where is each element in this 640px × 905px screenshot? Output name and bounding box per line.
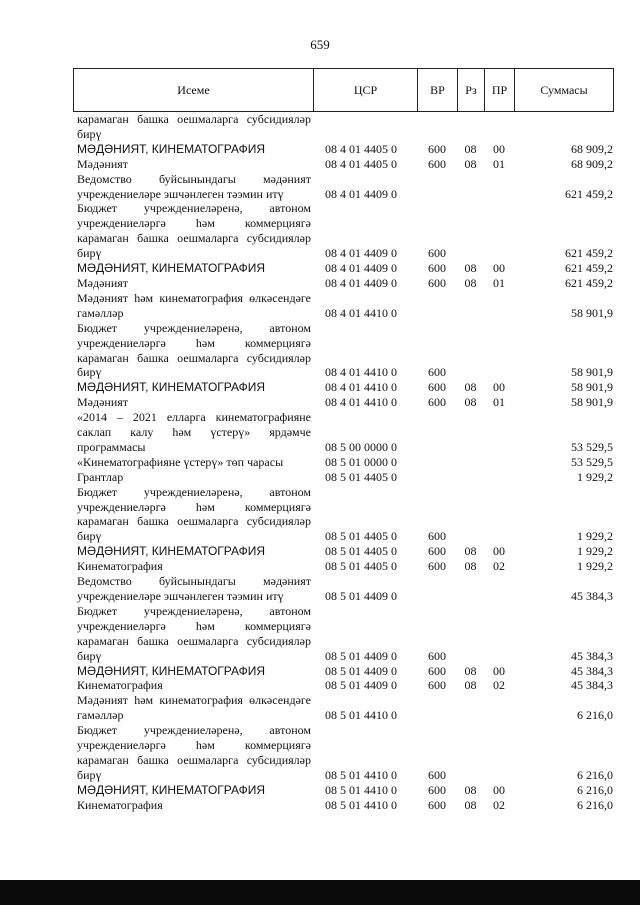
row-name: Бюджет учреждениеләренә, автоном учреждениеләргә һәм коммерциягә карамаган башка оешмаларга субсидияләр бирү bbox=[77, 723, 311, 782]
row-csr: 08 4 01 4409 0 bbox=[325, 246, 397, 261]
row-csr: 08 4 01 4405 0 bbox=[325, 141, 397, 156]
table-row bbox=[73, 559, 614, 574]
row-csr: 08 4 01 4409 0 bbox=[325, 261, 397, 276]
row-name: Ведомство буйсынындагы мәдәният учреждениеләре эшчәнлеген тәэмин итү bbox=[77, 171, 311, 201]
table-row bbox=[73, 321, 614, 381]
row-sum: 68 909,2 bbox=[571, 141, 613, 156]
row-name: МӘДӘНИЯТ, КИНЕМАТОГРАФИЯ bbox=[77, 544, 265, 559]
row-name: МӘДӘНИЯТ, КИНЕМАТОГРАФИЯ bbox=[77, 141, 265, 156]
row-vr: 600 bbox=[428, 648, 446, 663]
row-sum: 1 929,2 bbox=[577, 544, 613, 559]
row-name: Бюджет учреждениеләренә, автоном учреждениеләргә һәм коммерциягә карамаган башка оешмаларга субсидияләр бирү bbox=[77, 603, 311, 663]
table-row bbox=[73, 544, 614, 559]
row-name: Кинематография bbox=[77, 797, 163, 812]
row-sum: 621 459,2 bbox=[565, 246, 613, 261]
row-rz: 08 bbox=[464, 797, 477, 812]
row-rz: 08 bbox=[464, 663, 477, 678]
row-sum: 6 216,0 bbox=[577, 767, 613, 782]
row-name: Мәдәният bbox=[77, 275, 129, 290]
row-csr: 08 5 01 4409 0 bbox=[325, 678, 397, 693]
row-name: Мәдәният һәм кинематография өлкәсендәге гамәлләр bbox=[77, 693, 311, 723]
row-pr: 01 bbox=[493, 156, 505, 171]
row-sum: 45 384,3 bbox=[571, 663, 613, 678]
row-vr: 600 bbox=[428, 261, 446, 276]
row-pr: 00 bbox=[493, 663, 505, 678]
row-vr: 600 bbox=[428, 141, 446, 156]
row-csr: 08 5 01 4410 0 bbox=[325, 797, 397, 812]
row-pr: 00 bbox=[493, 782, 505, 797]
row-csr: 08 4 01 4409 0 bbox=[325, 275, 397, 290]
row-csr: 08 4 01 4410 0 bbox=[325, 365, 397, 380]
row-rz: 08 bbox=[464, 544, 477, 559]
row-vr: 600 bbox=[428, 395, 446, 410]
row-vr: 600 bbox=[428, 544, 446, 559]
row-name: Бюджет учреждениеләренә, автоном учреждениеләргә һәм коммерциягә карамаган башка оешмаларга субсидияләр бирү bbox=[77, 484, 311, 544]
row-vr: 600 bbox=[428, 663, 446, 678]
row-pr: 00 bbox=[493, 261, 505, 276]
row-name: Бюджет учреждениеләренә, автоном учреждениеләргә һәм коммерциягә карамаган башка оешмаларга субсидияләр бирү bbox=[77, 320, 311, 380]
row-vr: 600 bbox=[428, 782, 446, 797]
row-sum: 1 929,2 bbox=[577, 529, 613, 544]
scan-border bbox=[0, 880, 640, 905]
table-row bbox=[73, 395, 614, 410]
row-pr: 00 bbox=[493, 380, 505, 395]
row-vr: 600 bbox=[428, 678, 446, 693]
row-sum: 45 384,3 bbox=[571, 678, 613, 693]
row-sum: 58 901,9 bbox=[571, 365, 613, 380]
row-sum: 621 459,2 bbox=[565, 275, 613, 290]
page-number: 659 bbox=[310, 37, 330, 52]
row-vr: 600 bbox=[428, 275, 446, 290]
row-csr: 08 5 01 4409 0 bbox=[325, 648, 397, 663]
header-pr: ПР bbox=[485, 69, 515, 111]
table-row bbox=[73, 693, 614, 723]
table-row bbox=[73, 485, 614, 545]
row-rz: 08 bbox=[464, 678, 477, 693]
row-csr: 08 5 01 4405 0 bbox=[325, 559, 397, 574]
row-vr: 600 bbox=[428, 156, 446, 171]
row-pr: 00 bbox=[493, 141, 505, 156]
table-row bbox=[73, 604, 614, 664]
row-name: Кинематография bbox=[77, 559, 163, 574]
row-vr: 600 bbox=[428, 246, 446, 261]
row-sum: 53 529,5 bbox=[571, 454, 613, 469]
row-pr: 00 bbox=[493, 544, 505, 559]
row-csr: 08 5 01 4410 0 bbox=[325, 782, 397, 797]
row-sum: 6 216,0 bbox=[577, 797, 613, 812]
row-name: МӘДӘНИЯТ, КИНЕМАТОГРАФИЯ bbox=[77, 782, 265, 797]
row-name: МӘДӘНИЯТ, КИНЕМАТОГРАФИЯ bbox=[77, 380, 265, 395]
header-vr: ВР bbox=[418, 69, 458, 111]
table-row bbox=[73, 574, 614, 604]
header-rz: Рз bbox=[458, 69, 485, 111]
row-name: Мәдәният bbox=[77, 395, 129, 410]
row-name: Мәдәният bbox=[77, 156, 129, 171]
row-vr: 600 bbox=[428, 529, 446, 544]
row-name: Бюджет учреждениеләренә, автоном учреждениеләргә һәм коммерциягә карамаган башка оешмаларга субсидияләр бирү bbox=[77, 201, 311, 261]
row-csr: 08 4 01 4410 0 bbox=[325, 395, 397, 410]
row-pr: 01 bbox=[493, 275, 505, 290]
row-name: «Кинематографияне үстерү» төп чарасы bbox=[77, 454, 284, 469]
row-pr: 02 bbox=[493, 678, 505, 693]
row-sum: 58 901,9 bbox=[571, 395, 613, 410]
table-row bbox=[73, 664, 614, 679]
table-row bbox=[73, 201, 614, 261]
row-rz: 08 bbox=[464, 141, 477, 156]
row-vr: 600 bbox=[428, 559, 446, 574]
table-row bbox=[73, 291, 614, 321]
row-sum: 58 901,9 bbox=[571, 380, 613, 395]
row-name: карамаган башка оешмаларга субсидияләр бирү bbox=[77, 112, 311, 141]
row-csr: 08 4 01 4410 0 bbox=[325, 305, 397, 320]
row-csr: 08 4 01 4409 0 bbox=[325, 186, 397, 201]
row-sum: 45 384,3 bbox=[571, 589, 613, 603]
table-row bbox=[73, 261, 614, 276]
table-row bbox=[73, 678, 614, 693]
row-csr: 08 5 01 4409 0 bbox=[325, 663, 397, 678]
row-name: Мәдәният һәм кинематография өлкәсендәге гамәлләр bbox=[77, 290, 311, 320]
table-row bbox=[73, 798, 614, 813]
row-rz: 08 bbox=[464, 380, 477, 395]
table-row bbox=[73, 455, 614, 470]
row-sum: 621 459,2 bbox=[565, 186, 613, 201]
row-csr: 08 4 01 4405 0 bbox=[325, 156, 397, 171]
row-rz: 08 bbox=[464, 395, 477, 410]
row-name: Грантлар bbox=[77, 469, 124, 484]
header-name: Исеме bbox=[74, 69, 314, 111]
row-sum: 621 459,2 bbox=[565, 261, 613, 276]
row-rz: 08 bbox=[464, 559, 477, 574]
row-rz: 08 bbox=[464, 156, 477, 171]
table-row bbox=[73, 410, 614, 455]
row-csr: 08 4 01 4410 0 bbox=[325, 380, 397, 395]
header-sum: Суммасы bbox=[540, 82, 588, 97]
row-name: «2014 – 2021 елларга кинематографияне саклап калу һәм үстерү» ярдәмче программасы bbox=[77, 410, 311, 454]
row-name: МӘДӘНИЯТ, КИНЕМАТОГРАФИЯ bbox=[77, 663, 265, 678]
row-csr: 08 5 01 4405 0 bbox=[325, 529, 397, 544]
row-rz: 08 bbox=[464, 261, 477, 276]
header-csr: ЦСР bbox=[314, 69, 418, 111]
row-vr: 600 bbox=[428, 365, 446, 380]
row-sum: 68 909,2 bbox=[571, 156, 613, 171]
table-row bbox=[73, 157, 614, 172]
row-csr: 08 5 01 4410 0 bbox=[325, 767, 397, 782]
row-rz: 08 bbox=[464, 782, 477, 797]
row-sum: 58 901,9 bbox=[571, 305, 613, 320]
row-csr: 08 5 01 4409 0 bbox=[325, 589, 397, 603]
row-name: МӘДӘНИЯТ, КИНЕМАТОГРАФИЯ bbox=[77, 261, 265, 276]
table-row bbox=[73, 112, 614, 142]
row-csr: 08 5 01 0000 0 bbox=[325, 454, 397, 469]
row-sum: 6 216,0 bbox=[577, 782, 613, 797]
row-sum: 6 216,0 bbox=[577, 708, 613, 723]
table-row bbox=[73, 380, 614, 395]
row-sum: 53 529,5 bbox=[571, 439, 613, 454]
row-sum: 1 929,2 bbox=[577, 559, 613, 574]
row-csr: 08 5 01 4410 0 bbox=[325, 708, 397, 723]
row-sum: 1 929,2 bbox=[577, 469, 613, 484]
row-csr: 08 5 01 4405 0 bbox=[325, 469, 397, 484]
row-vr: 600 bbox=[428, 380, 446, 395]
row-vr: 600 bbox=[428, 767, 446, 782]
table-row bbox=[73, 783, 614, 798]
row-csr: 08 5 00 0000 0 bbox=[325, 439, 397, 454]
table-row bbox=[73, 276, 614, 291]
row-rz: 08 bbox=[464, 275, 477, 290]
table-row bbox=[73, 172, 614, 202]
row-name: Кинематография bbox=[77, 678, 163, 693]
row-sum: 45 384,3 bbox=[571, 648, 613, 663]
table-row bbox=[73, 723, 614, 783]
table-row bbox=[73, 142, 614, 157]
row-csr: 08 5 01 4405 0 bbox=[325, 544, 397, 559]
table-body bbox=[73, 112, 614, 813]
row-name: Ведомство буйсынындагы мәдәният учреждениеләре эшчәнлеген тәэмин итү bbox=[77, 574, 311, 603]
table-header bbox=[73, 68, 614, 112]
row-pr: 01 bbox=[493, 395, 505, 410]
row-pr: 02 bbox=[493, 797, 505, 812]
row-vr: 600 bbox=[428, 797, 446, 812]
row-pr: 02 bbox=[493, 559, 505, 574]
table-row bbox=[73, 470, 614, 485]
